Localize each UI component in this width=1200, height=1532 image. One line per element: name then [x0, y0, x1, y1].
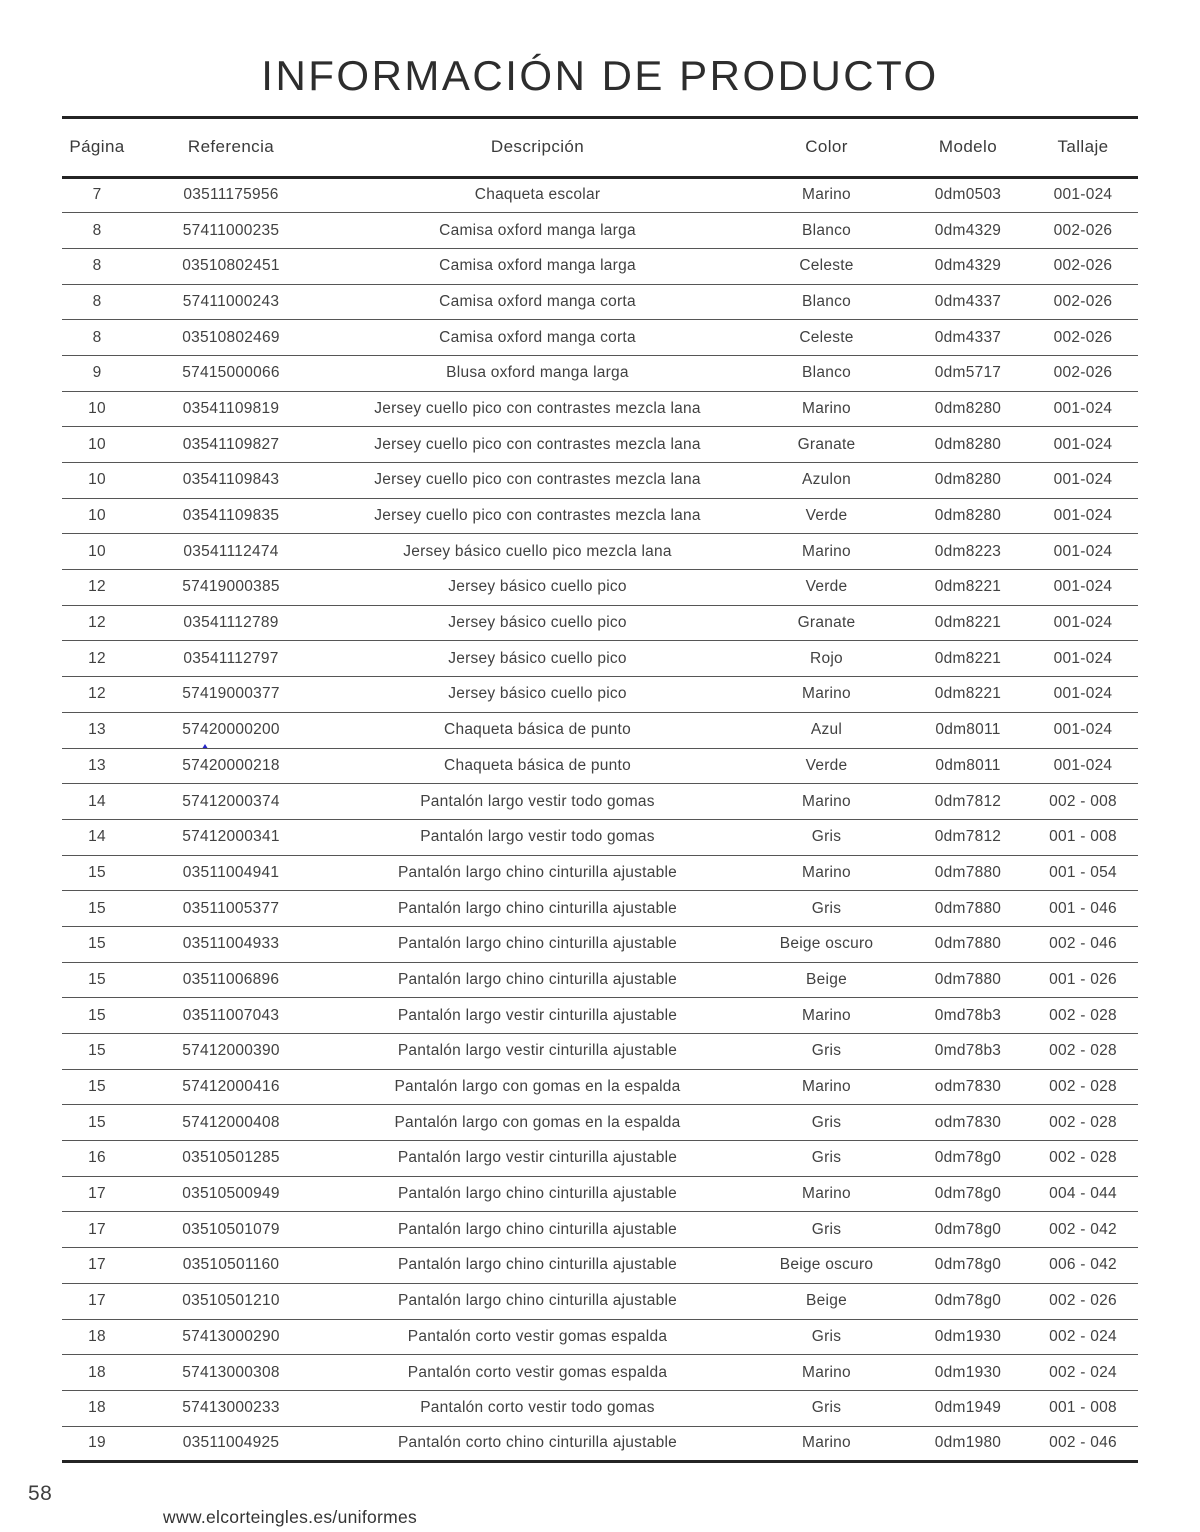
- column-header: Color: [745, 119, 908, 177]
- table-cell: 12: [62, 570, 132, 606]
- table-cell: 001 - 054: [1028, 855, 1138, 891]
- table-cell: Gris: [745, 819, 908, 855]
- table-cell: Pantalón corto vestir gomas espalda: [330, 1319, 745, 1355]
- table-cell: 15: [62, 891, 132, 927]
- table-cell: 002 - 028: [1028, 1034, 1138, 1070]
- table-cell: 0dm4337: [908, 284, 1028, 320]
- table-cell: 0dm7812: [908, 819, 1028, 855]
- table-cell: 15: [62, 998, 132, 1034]
- table-cell: 002 - 008: [1028, 784, 1138, 820]
- table-cell: Pantalón largo chino cinturilla ajustable: [330, 1283, 745, 1319]
- table-cell: 002-026: [1028, 355, 1138, 391]
- table-row: [62, 1141, 1138, 1177]
- table-cell: 0dm78g0: [908, 1248, 1028, 1284]
- table-cell: 004 - 044: [1028, 1176, 1138, 1212]
- table-row: [62, 1319, 1138, 1355]
- table-cell: Celeste: [745, 248, 908, 284]
- table-cell: 12: [62, 641, 132, 677]
- table-cell: Pantalón largo chino cinturilla ajustable: [330, 855, 745, 891]
- table-cell: Jersey cuello pico con contrastes mezcla lana: [330, 391, 745, 427]
- table-cell: Pantalón largo vestir todo gomas: [330, 819, 745, 855]
- table-cell: Pantalón largo con gomas en la espalda: [330, 1069, 745, 1105]
- table-cell: Pantalón largo chino cinturilla ajustable: [330, 891, 745, 927]
- table-cell: Marino: [745, 998, 908, 1034]
- table-cell: 0dm78g0: [908, 1141, 1028, 1177]
- table-cell: Gris: [745, 1319, 908, 1355]
- table-cell: Marino: [745, 534, 908, 570]
- table-cell: Pantalón corto vestir todo gomas: [330, 1390, 745, 1426]
- table-cell: Camisa oxford manga corta: [330, 284, 745, 320]
- column-header: Modelo: [908, 119, 1028, 177]
- table-cell: 0dm8221: [908, 570, 1028, 606]
- table-row: [62, 677, 1138, 713]
- table-cell: 0dm1949: [908, 1390, 1028, 1426]
- table-cell: 14: [62, 784, 132, 820]
- table-cell: Camisa oxford manga larga: [330, 213, 745, 249]
- table-cell: 001-024: [1028, 677, 1138, 713]
- table-cell: Gris: [745, 891, 908, 927]
- table-cell: Pantalón corto chino cinturilla ajustable: [330, 1426, 745, 1462]
- table-row: [62, 605, 1138, 641]
- table-row: [62, 712, 1138, 748]
- table-cell: 0dm4329: [908, 213, 1028, 249]
- table-cell: 002 - 046: [1028, 926, 1138, 962]
- table-cell: 002 - 028: [1028, 1105, 1138, 1141]
- page-title: INFORMACIÓN DE PRODUCTO: [261, 52, 939, 99]
- table-cell: 03510500949: [132, 1176, 330, 1212]
- table-cell: Jersey cuello pico con contrastes mezcla lana: [330, 463, 745, 499]
- table-cell: 001-024: [1028, 463, 1138, 499]
- table-cell: Beige: [745, 1283, 908, 1319]
- table-cell: 03541112797: [132, 641, 330, 677]
- table-cell: Blanco: [745, 355, 908, 391]
- table-cell: 002 - 026: [1028, 1283, 1138, 1319]
- table-cell: Marino: [745, 855, 908, 891]
- table-cell: 57412000390: [132, 1034, 330, 1070]
- table-row: [62, 355, 1138, 391]
- table-cell: odm7830: [908, 1105, 1028, 1141]
- table-cell: 18: [62, 1355, 132, 1391]
- table-cell: Beige oscuro: [745, 926, 908, 962]
- table-row: [62, 1069, 1138, 1105]
- table-cell: Pantalón largo chino cinturilla ajustable: [330, 962, 745, 998]
- table-row: [62, 998, 1138, 1034]
- table-cell: 001 - 046: [1028, 891, 1138, 927]
- table-cell: 0dm8280: [908, 498, 1028, 534]
- table-cell: 15: [62, 1034, 132, 1070]
- table-cell: 03511004933: [132, 926, 330, 962]
- table-cell: 17: [62, 1212, 132, 1248]
- table-cell: 16: [62, 1141, 132, 1177]
- table-cell: 002 - 028: [1028, 1069, 1138, 1105]
- table-cell: 15: [62, 1105, 132, 1141]
- table-cell: 002 - 028: [1028, 1141, 1138, 1177]
- table-cell: Gris: [745, 1141, 908, 1177]
- table-cell: 002-026: [1028, 284, 1138, 320]
- table-cell: 002 - 024: [1028, 1355, 1138, 1391]
- table-cell: 0dm1980: [908, 1426, 1028, 1462]
- table-cell: 8: [62, 320, 132, 356]
- column-header: Referencia: [132, 119, 330, 177]
- table-cell: 03510501285: [132, 1141, 330, 1177]
- table-cell: 03511004925: [132, 1426, 330, 1462]
- table-cell: 0dm7880: [908, 891, 1028, 927]
- table-cell: Pantalón largo vestir cinturilla ajustable: [330, 998, 745, 1034]
- table-row: [62, 1105, 1138, 1141]
- page-number: 58: [28, 1482, 53, 1505]
- table-cell: 001 - 026: [1028, 962, 1138, 998]
- table-cell: 03541109827: [132, 427, 330, 463]
- table-row: [62, 570, 1138, 606]
- table-cell: Marino: [745, 784, 908, 820]
- table-row: [62, 177, 1138, 213]
- table-cell: 15: [62, 962, 132, 998]
- table-cell: 0dm0503: [908, 177, 1028, 213]
- table-cell: 57412000408: [132, 1105, 330, 1141]
- table-row: [62, 320, 1138, 356]
- table-cell: Blanco: [745, 284, 908, 320]
- table-cell: 0dm4329: [908, 248, 1028, 284]
- table-cell: 0dm78g0: [908, 1176, 1028, 1212]
- table-cell: Jersey básico cuello pico mezcla lana: [330, 534, 745, 570]
- table-cell: 14: [62, 819, 132, 855]
- table-cell: Marino: [745, 677, 908, 713]
- table-cell: 001-024: [1028, 748, 1138, 784]
- table-cell: 001-024: [1028, 712, 1138, 748]
- table-cell: Azulon: [745, 463, 908, 499]
- table-cell: 57415000066: [132, 355, 330, 391]
- table-row: [62, 1426, 1138, 1462]
- table-cell: Celeste: [745, 320, 908, 356]
- table-cell: Beige oscuro: [745, 1248, 908, 1284]
- table-cell: 03510802469: [132, 320, 330, 356]
- table-cell: 8: [62, 284, 132, 320]
- table-cell: 001-024: [1028, 498, 1138, 534]
- table-row: [62, 641, 1138, 677]
- column-header: Página: [62, 119, 132, 177]
- table-cell: Marino: [745, 1355, 908, 1391]
- table-cell: Beige: [745, 962, 908, 998]
- table-cell: 57413000233: [132, 1390, 330, 1426]
- table-cell: Chaqueta escolar: [330, 177, 745, 213]
- table-cell: 57412000416: [132, 1069, 330, 1105]
- table-row: [62, 891, 1138, 927]
- table-cell: Pantalón largo vestir cinturilla ajustable: [330, 1141, 745, 1177]
- table-row: [62, 391, 1138, 427]
- table-cell: Marino: [745, 1426, 908, 1462]
- table-row: [62, 213, 1138, 249]
- table-cell: 57419000377: [132, 677, 330, 713]
- table-cell: 0dm1930: [908, 1355, 1028, 1391]
- table-cell: 03510501210: [132, 1283, 330, 1319]
- table-cell: 03541112789: [132, 605, 330, 641]
- table-cell: Jersey básico cuello pico: [330, 641, 745, 677]
- table-row: [62, 819, 1138, 855]
- table-cell: 001 - 008: [1028, 1390, 1138, 1426]
- table-cell: Pantalón largo chino cinturilla ajustable: [330, 926, 745, 962]
- table-cell: 03541112474: [132, 534, 330, 570]
- table-cell: Pantalón largo chino cinturilla ajustable: [330, 1212, 745, 1248]
- column-header: Tallaje: [1028, 119, 1138, 177]
- table-cell: 8: [62, 248, 132, 284]
- table-cell: 10: [62, 427, 132, 463]
- table-cell: Marino: [745, 391, 908, 427]
- table-cell: 10: [62, 534, 132, 570]
- table-cell: Verde: [745, 570, 908, 606]
- table-cell: Blusa oxford manga larga: [330, 355, 745, 391]
- table-row: [62, 1034, 1138, 1070]
- table-cell: 57420000200: [132, 712, 330, 748]
- table-cell: Granate: [745, 427, 908, 463]
- table-cell: 002-026: [1028, 320, 1138, 356]
- table-cell: 0md78b3: [908, 1034, 1028, 1070]
- table-cell: Marino: [745, 1069, 908, 1105]
- table-cell: 12: [62, 605, 132, 641]
- table-row: [62, 427, 1138, 463]
- table-cell: 002-026: [1028, 248, 1138, 284]
- table-cell: odm7830: [908, 1069, 1028, 1105]
- table-cell: 15: [62, 1069, 132, 1105]
- table-cell: 0dm8221: [908, 605, 1028, 641]
- table-cell: Pantalón largo vestir todo gomas: [330, 784, 745, 820]
- table-cell: 13: [62, 712, 132, 748]
- table-cell: 57411000243: [132, 284, 330, 320]
- table-cell: 0dm7812: [908, 784, 1028, 820]
- website-url: www.elcorteingles.es/uniformes: [163, 1507, 418, 1527]
- table-cell: Pantalón largo chino cinturilla ajustable: [330, 1248, 745, 1284]
- table-cell: 0dm8280: [908, 427, 1028, 463]
- table-cell: 0dm8280: [908, 463, 1028, 499]
- table-cell: 0dm7880: [908, 926, 1028, 962]
- table-cell: 03511175956: [132, 177, 330, 213]
- table-cell: Jersey cuello pico con contrastes mezcla lana: [330, 498, 745, 534]
- table-cell: 0dm8221: [908, 677, 1028, 713]
- table-cell: 001-024: [1028, 570, 1138, 606]
- table-cell: Granate: [745, 605, 908, 641]
- table-cell: 001-024: [1028, 534, 1138, 570]
- table-cell: 57412000374: [132, 784, 330, 820]
- table-cell: 57413000290: [132, 1319, 330, 1355]
- table-cell: Jersey básico cuello pico: [330, 605, 745, 641]
- table-cell: 002 - 024: [1028, 1319, 1138, 1355]
- table-cell: 18: [62, 1390, 132, 1426]
- table-cell: 0dm7880: [908, 855, 1028, 891]
- table-cell: Marino: [745, 177, 908, 213]
- table-cell: Camisa oxford manga larga: [330, 248, 745, 284]
- table-cell: 03511004941: [132, 855, 330, 891]
- table-cell: Jersey básico cuello pico: [330, 677, 745, 713]
- table-cell: 002 - 028: [1028, 998, 1138, 1034]
- table-row: [62, 962, 1138, 998]
- table-cell: 03511007043: [132, 998, 330, 1034]
- table-cell: 001-024: [1028, 427, 1138, 463]
- table-cell: Chaqueta básica de punto: [330, 748, 745, 784]
- table-cell: Jersey básico cuello pico: [330, 570, 745, 606]
- table-cell: 002 - 042: [1028, 1212, 1138, 1248]
- table-row: [62, 463, 1138, 499]
- table-cell: 9: [62, 355, 132, 391]
- table-row: [62, 534, 1138, 570]
- table-cell: 0dm8223: [908, 534, 1028, 570]
- table-cell: 0dm7880: [908, 962, 1028, 998]
- table-cell: 10: [62, 391, 132, 427]
- table-cell: 001-024: [1028, 641, 1138, 677]
- table-cell: 03510802451: [132, 248, 330, 284]
- table-cell: Gris: [745, 1212, 908, 1248]
- table-cell: 57413000308: [132, 1355, 330, 1391]
- table-cell: 15: [62, 855, 132, 891]
- table-cell: 57412000341: [132, 819, 330, 855]
- table-row: [62, 1283, 1138, 1319]
- table-cell: Camisa oxford manga corta: [330, 320, 745, 356]
- table-cell: 0dm8011: [908, 748, 1028, 784]
- table-cell: Gris: [745, 1034, 908, 1070]
- table-row: [62, 498, 1138, 534]
- table-cell: 0md78b3: [908, 998, 1028, 1034]
- table-row: [62, 1212, 1138, 1248]
- table-cell: 03541109835: [132, 498, 330, 534]
- table-cell: Gris: [745, 1390, 908, 1426]
- table-cell: Pantalón largo vestir cinturilla ajustable: [330, 1034, 745, 1070]
- table-cell: Pantalón largo con gomas en la espalda: [330, 1105, 745, 1141]
- table-cell: 001-024: [1028, 391, 1138, 427]
- table-cell: 001-024: [1028, 605, 1138, 641]
- table-cell: Gris: [745, 1105, 908, 1141]
- product-info-table: [62, 119, 1138, 1463]
- table-cell: 001 - 008: [1028, 819, 1138, 855]
- table-cell: Pantalón corto vestir gomas espalda: [330, 1355, 745, 1391]
- table-cell: 7: [62, 177, 132, 213]
- table-cell: 57411000235: [132, 213, 330, 249]
- table-cell: 0dm5717: [908, 355, 1028, 391]
- table-cell: 002 - 046: [1028, 1426, 1138, 1462]
- table-row: [62, 248, 1138, 284]
- table-cell: 17: [62, 1248, 132, 1284]
- table-cell: 17: [62, 1176, 132, 1212]
- table-cell: 0dm78g0: [908, 1212, 1028, 1248]
- table-cell: 03541109843: [132, 463, 330, 499]
- table-cell: 03541109819: [132, 391, 330, 427]
- table-cell: 15: [62, 926, 132, 962]
- table-row: [62, 1355, 1138, 1391]
- table-cell: Blanco: [745, 213, 908, 249]
- column-header: Descripción: [330, 119, 745, 177]
- table-cell: Jersey cuello pico con contrastes mezcla lana: [330, 427, 745, 463]
- table-cell: Azul: [745, 712, 908, 748]
- table-cell: 03510501079: [132, 1212, 330, 1248]
- table-header-row: [62, 119, 1138, 177]
- table-cell: 03511005377: [132, 891, 330, 927]
- table-row: [62, 1176, 1138, 1212]
- table-row: [62, 1390, 1138, 1426]
- table-cell: 006 - 042: [1028, 1248, 1138, 1284]
- table-cell: 57420000218: [132, 748, 330, 784]
- table-cell: 03511006896: [132, 962, 330, 998]
- table-cell: 10: [62, 463, 132, 499]
- table-cell: 0dm78g0: [908, 1283, 1028, 1319]
- table-cell: 002-026: [1028, 213, 1138, 249]
- table-cell: Pantalón largo chino cinturilla ajustable: [330, 1176, 745, 1212]
- table-cell: 0dm8280: [908, 391, 1028, 427]
- table-cell: 0dm8221: [908, 641, 1028, 677]
- table-row: [62, 784, 1138, 820]
- table-cell: 8: [62, 213, 132, 249]
- table-cell: 10: [62, 498, 132, 534]
- table-cell: 57419000385: [132, 570, 330, 606]
- table-cell: Verde: [745, 498, 908, 534]
- table-cell: 0dm4337: [908, 320, 1028, 356]
- table-cell: Rojo: [745, 641, 908, 677]
- table-cell: 0dm8011: [908, 712, 1028, 748]
- table-row: [62, 926, 1138, 962]
- table-cell: 0dm1930: [908, 1319, 1028, 1355]
- table-cell: 001-024: [1028, 177, 1138, 213]
- table-row: [62, 1248, 1138, 1284]
- table-cell: 18: [62, 1319, 132, 1355]
- table-cell: 12: [62, 677, 132, 713]
- table-cell: 17: [62, 1283, 132, 1319]
- table-cell: Verde: [745, 748, 908, 784]
- table-cell: 03510501160: [132, 1248, 330, 1284]
- table-body: [62, 177, 1138, 1462]
- table-row: [62, 284, 1138, 320]
- table-row: [62, 748, 1138, 784]
- table-row: [62, 855, 1138, 891]
- table-cell: 19: [62, 1426, 132, 1462]
- table-cell: Marino: [745, 1176, 908, 1212]
- table-cell: 13: [62, 748, 132, 784]
- table-cell: Chaqueta básica de punto: [330, 712, 745, 748]
